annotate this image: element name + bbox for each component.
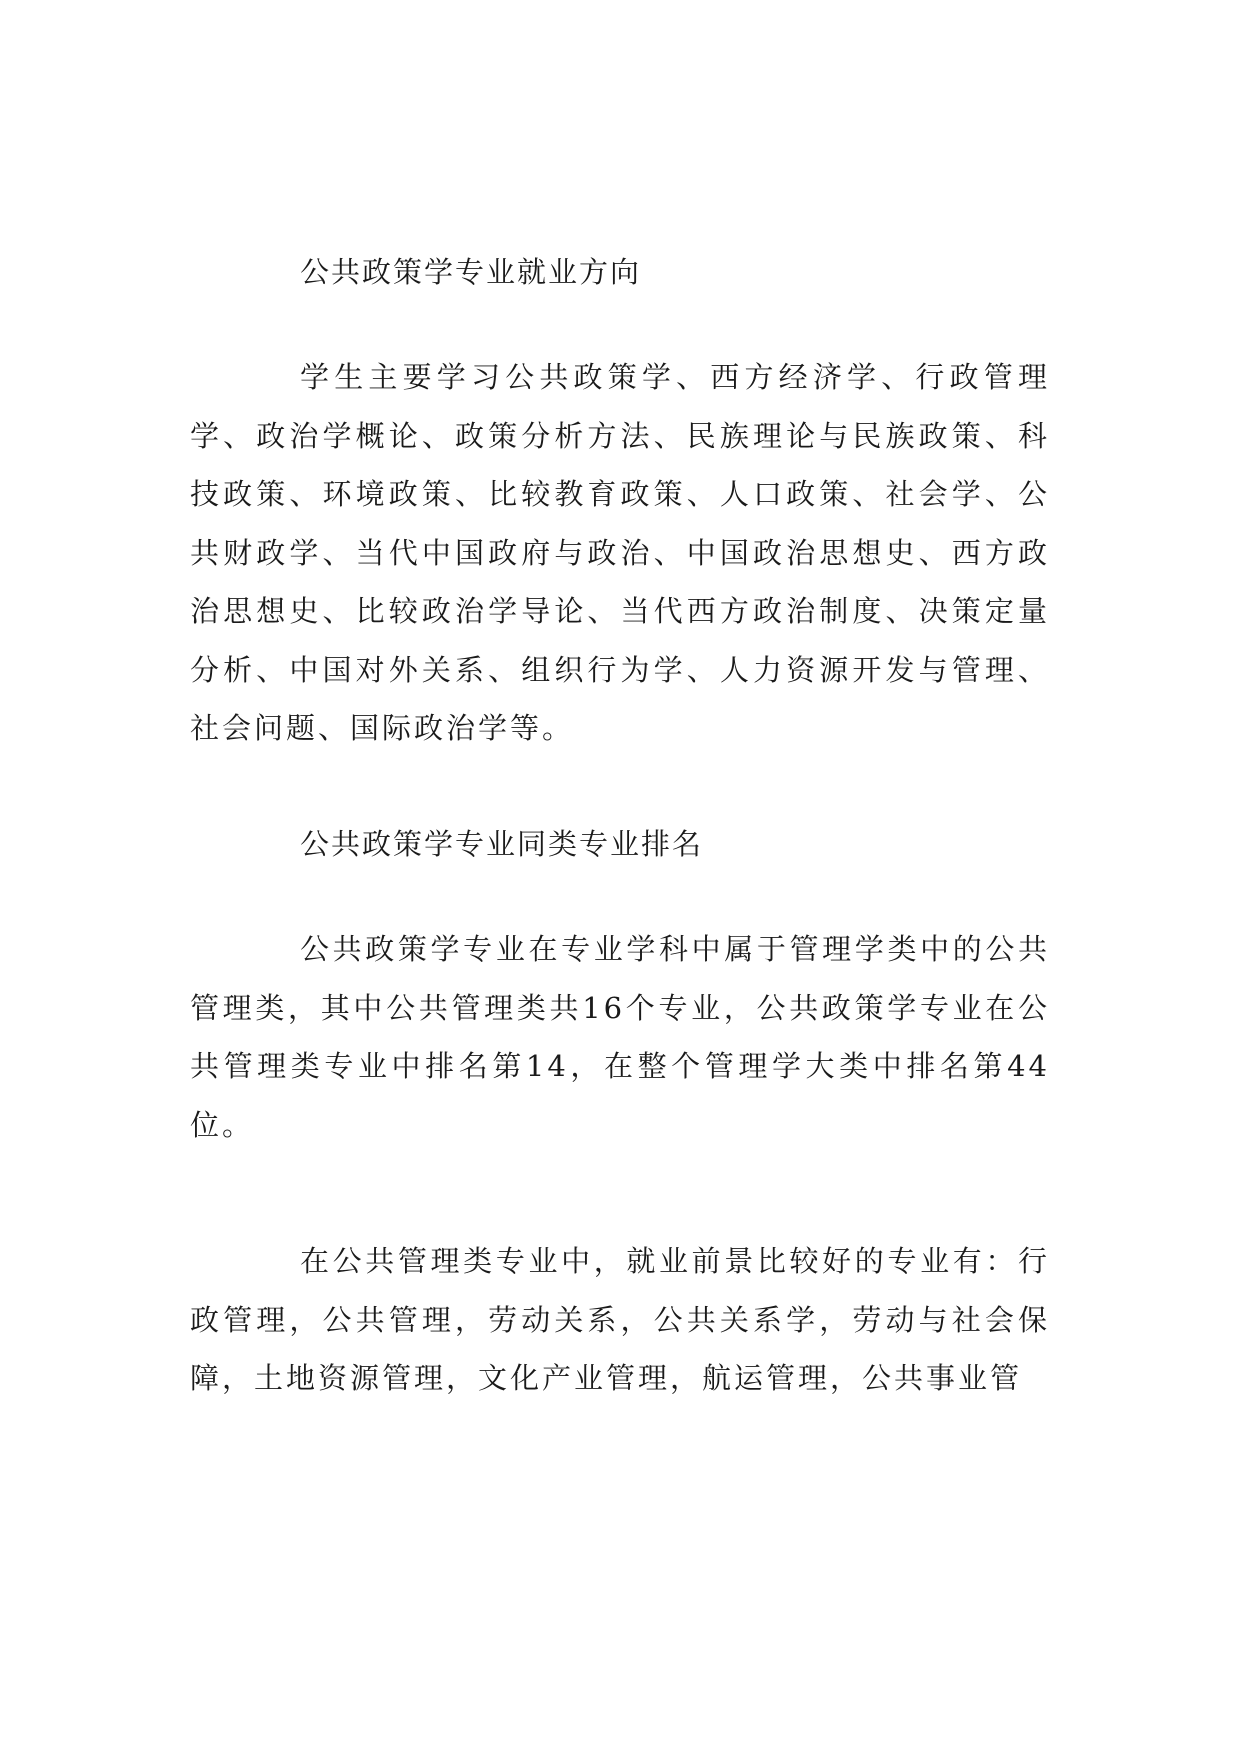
document-page [190, 0, 1050, 1754]
paragraph-courses: 学生主要学习公共政策学、西方经济学、行政管理学、政治学概论、政策分析方法、民族理论与民族政策、科技政策、环境政策、比较教育政策、人口政策、社会学、公共财政学、当代中国政府与政治、中国政治思想史、西方政治思想史、比较政治学导论、当代西方政治制度、决策定量分析、中国对外关系、组织行为学、人力资源开发与管理、社会问题、国际政治学等。 [190, 360, 1050, 745]
paragraph-ranking: 公共政策学专业在专业学科中属于管理学类中的公共管理类，其中公共管理类共16个专业，公共政策学专业在公共管理类专业中排名第14，在整个管理学大类中排名第44位。 [190, 932, 1050, 1142]
section-heading-major-ranking: 公共政策学专业同类专业排名 [300, 827, 704, 861]
section-heading-employment-direction: 公共政策学专业就业方向 [300, 255, 642, 289]
paragraph-promising-majors: 在公共管理类专业中，就业前景比较好的专业有：行政管理，公共管理，劳动关系，公共关系学，劳动与社会保障，土地资源管理，文化产业管理，航运管理，公共事业管 [190, 1244, 1050, 1395]
